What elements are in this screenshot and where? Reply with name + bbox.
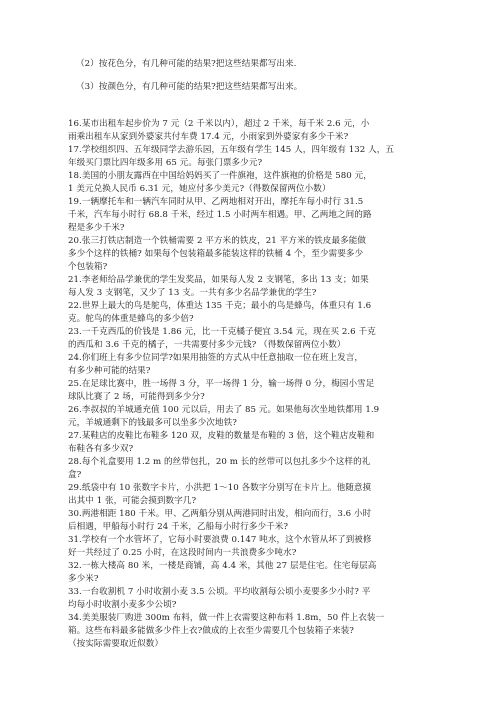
- problem-line: 个包装箱?: [68, 262, 108, 272]
- problem-line: 33.一台收割机 7 小时收割小麦 3.5 公顷。平均收割每公顷小麦要多少小时? 平: [68, 587, 371, 597]
- problem-26: [68, 404, 460, 430]
- problem-line: 千米，汽车每小时行 68.8 千米，经过 1.5 小时两车相遇。甲、乙两地之间的路: [68, 210, 372, 220]
- problem-line: 1 美元兑换人民币 6.31 元，她应付多少美元?（得数保留两位小数）: [68, 184, 331, 194]
- problem-29: [68, 482, 460, 508]
- problem-line: 克。鸵鸟的体重是蜂鸟的多少倍?: [68, 314, 194, 324]
- problem-line: 布鞋各有多少双?: [68, 444, 134, 454]
- problem-line: 出其中 1 张，可能会摸到数字几?: [68, 496, 197, 506]
- problem-30: [68, 508, 460, 534]
- problem-line: 程是多少千米?: [68, 223, 125, 233]
- problem-line: 25.在足球比赛中，胜一场得 3 分，平一场得 1 分，输一场得 0 分，梅园小雪足: [68, 379, 375, 389]
- problem-line: 每人发 3 支钢笔，又少了 13 支。一共有多少名品学兼优的学生?: [68, 288, 317, 298]
- problem-32: [68, 560, 460, 586]
- problem-line: 16.某市出租车起步价为 7 元（2 千米以内），超过 2 千米，每千米 2.6 元，小: [68, 119, 370, 129]
- problem-line: 22.世界上最大的鸟是鸵鸟，体重达 135 千克；最小的鸟是蜂鸟，体重只有 1.6: [68, 301, 372, 311]
- problem-34: [68, 612, 460, 651]
- problem-line: 多少个这样的铁桶? 如果每个包装箱最多能装这样的铁桶 4 个，至少需要多少: [68, 249, 364, 259]
- problem-line: 26.李叔叔的羊城通充值 100 元以后，用去了 85 元。如果他每次坐地铁都用 1.9: [68, 405, 380, 415]
- problem-line: 19.一辆摩托车和一辆汽车同时从甲、乙两地相对开出，摩托车每小时行 31.5: [68, 197, 364, 207]
- problem-line: （按实际需要取近似数）: [68, 639, 164, 649]
- problem-line: 均每小时收割小麦多少公顷?: [68, 600, 177, 610]
- problem-line: 30.两港相距 180 千米。甲、乙两船分别从两港同时出发，相向而行，3.6 小时: [68, 509, 372, 519]
- problem-line: 21.李老师给品学兼优的学生发奖品，如果每人发 2 支钢笔，多出 13 支；如果: [68, 275, 369, 285]
- problem-line: 20.张三打铁店制造一个铁桶需要 2 平方米的铁皮，21 平方米的铁皮最多能做: [68, 236, 367, 246]
- problem-21: [68, 274, 460, 300]
- problem-line: 29.纸袋中有 10 张数字卡片，小洪把 1～10 各数字分别写在卡片上。他随意摸: [68, 483, 372, 493]
- problem-31: [68, 534, 460, 560]
- problem-line: 32.一栋大楼高 80 米，一楼是商铺，高 4.4 米，其他 27 层是住宅。住宅每层高: [68, 561, 377, 571]
- problem-line: 34.美美服装厂购进 300m 布料，做一件上衣需要这种布料 1.8m，50 件上衣装一: [68, 613, 385, 623]
- sub-question-2: （2）按花色分，有几种可能的结果?把这些结果都写出来.: [76, 59, 297, 69]
- problem-line: 年级买门票比四年级多用 65 元。每张门票多少元?: [68, 158, 263, 168]
- problem-28: [68, 456, 460, 482]
- problem-line: 箱。这些布料最多能做多少件上衣?做成的上衣至少需要几个包装箱子来装?: [68, 626, 354, 636]
- problem-line: 23.一千克西瓜的价钱是 1.86 元，比一千克橘子便宜 3.54 元，现在买 2.6 千克: [68, 327, 376, 337]
- problem-line: 27.某鞋店的皮鞋比布鞋多 120 双，皮鞋的数量是布鞋的 3 倍，这个鞋店皮鞋和: [68, 431, 375, 441]
- problem-line: 24.你们班上有多少位同学?如果用抽签的方式从中任意抽取一位在班上发言，: [68, 353, 364, 363]
- problem-line: 有多少种可能的结果?: [68, 366, 151, 376]
- problem-20: [68, 235, 460, 274]
- problem-line: 雨乘出租车从家到外婆家共付车费 17.4 元，小雨家到外婆家有多少千米?: [68, 132, 349, 142]
- sub-question-3: （3）按颜色分，有几种可能的结果?把这些结果都写出来。: [76, 82, 303, 92]
- problem-23: [68, 326, 460, 352]
- problem-line: 28.每个礼盒要用 1.2 m 的丝带包扎，20 m 长的丝带可以包扎多少个这样的礼: [68, 457, 371, 467]
- problem-line: 17.学校组织四、五年级同学去游乐园，五年级有学生 145 人，四年级有 132 人，五: [68, 145, 395, 155]
- problem-line: 的西瓜和 3.6 千克的橘子，一共需要付多少元钱? （得数保留两位小数）: [68, 340, 346, 350]
- problem-line: 多少米?: [68, 574, 99, 584]
- problem-24: [68, 352, 460, 378]
- problem-19: [68, 196, 460, 235]
- problem-22: [68, 300, 460, 326]
- problem-line: 31.学校有一个水管坏了，它每小时要浪费 0.147 吨水，这个水管从坏了到被修: [68, 535, 372, 545]
- problem-18: [68, 170, 460, 196]
- problem-25: [68, 378, 460, 404]
- problem-line: 后相遇，甲船每小时行 24 千米，乙船每小时行多少千米?: [68, 522, 289, 532]
- problem-line: 好一共经过了 0.25 小时，在这段时间内一共浪费多少吨水?: [68, 548, 297, 558]
- problem-33: [68, 586, 460, 612]
- problem-16: [68, 118, 460, 144]
- problem-line: 18.美国的小朋友露西在中国给妈妈买了一件旗袍，这件旗袍的价格是 580 元，: [68, 171, 372, 181]
- problem-line: 盒?: [68, 470, 82, 480]
- problem-27: [68, 430, 460, 456]
- problem-line: 球队比赛了 2 场，可能得到多少分?: [68, 392, 205, 402]
- problem-line: 元，羊城通剩下的钱最多可以坐多少次地铁?: [68, 418, 237, 428]
- problem-17: [68, 144, 460, 170]
